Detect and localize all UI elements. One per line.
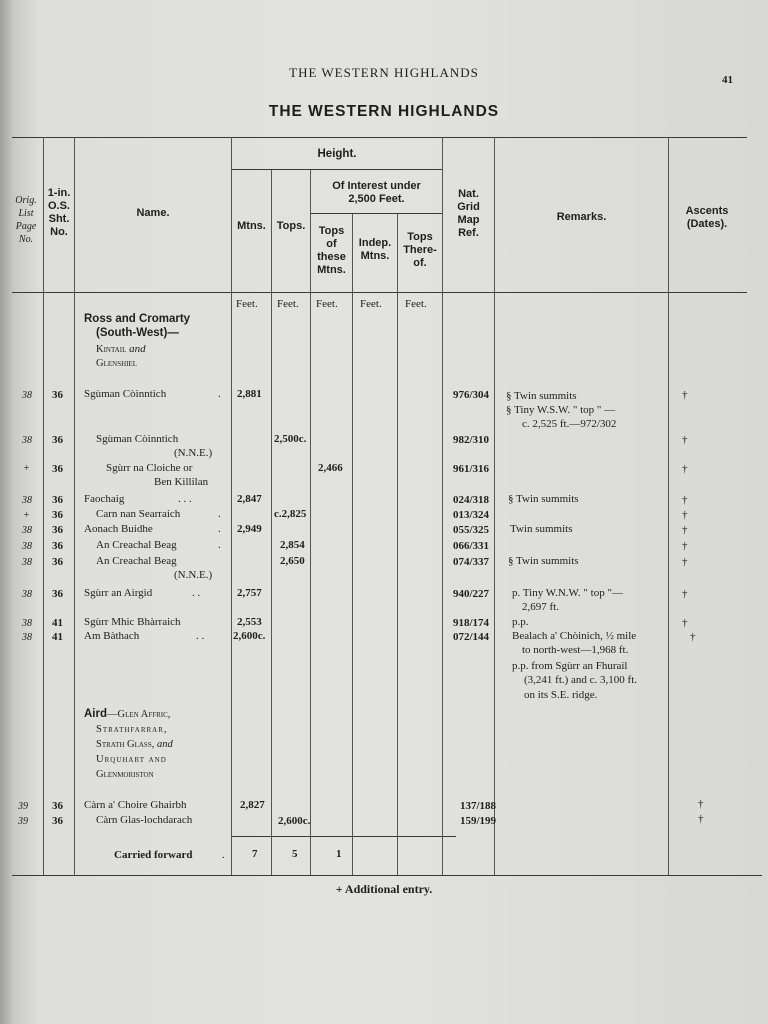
header-height: Height. <box>317 148 357 160</box>
page-number: 41 <box>722 74 733 86</box>
book-page: THE WESTERN HIGHLANDS 41 THE WESTERN HIGHLANDS Orig. List Page No. 1-in. O.S. Sht. No. Name. Height. Of Interest under 2,500 Feet. Mtns. Tops. Tops of these Mtns. Indep. Mtns. Tops There- of. Nat. Grid Map Ref. Remarks. Ascents (Dates). Feet. Feet. Feet. Feet. Feet. Ross and Cromarty (South-West)— Kintail and Glenshiel 38 36 Sgùman Còinntich . 2,881 976/304 § Twin summits § Tiny W.S.W. " top " — c. 2,525 ft.—972/302 † 38 36 Sgùman Còinntich (N.N.E.) 2,500c. 982/310 † + 36 Sgùrr na Cloiche or Ben Killilan 2,466 961/316 † 38 36 Faochaig . . . 2,847 024/318 § Twin summits † + 36 Carn nan Searraich . c.2,825 013/324 † 38 36 Aonach Buidhe . 2,949 055/325 Twin summits † 38 36 An Creachal Beag . 2,854 066/331 † 38 36 An Creachal Beag (N.N.E.) 2,650 074/337 § Twin summits † 38 36 Sgùrr an Airgid . . 2,757 940/227 p. Tiny W.N.W. " top "— 2,697 ft. † 38 41 Sgùrr Mhic Bhàrraich 2,553 918/174 p.p. † 38 41 Am Bàthach . . 2,600c. 072/144 Bealach a' Chòinich, ½ mile to north-west—1,968 ft. p.p. from Sgùrr an Fhurail (3,241 ft.) and c. 3,100 ft. on its S.E. ridge. † Aird—Glen Affric, Strathfarrar, Strath Glass, and Urquhart and Glenmoriston 39 36 Càrn a' Choire Ghairbh 2,827 137/188 † 39 36 Càrn Glas-lochdarach 2,600c. 159/199 † Carried forward . 7 5 1 + Additional entry. <box>0 0 768 1024</box>
col-rule <box>442 137 443 875</box>
header-name: Name. <box>136 207 170 219</box>
header-grid-ref: Nat. Grid Map Ref. <box>457 188 480 239</box>
header-os-sheet: 1-in. O.S. Sht. No. <box>47 187 71 238</box>
group-subtitle: Glenmoriston <box>96 769 154 780</box>
header-bottom-rule <box>12 292 747 293</box>
total-rule <box>232 836 456 837</box>
interest-rule <box>310 213 442 214</box>
header-remarks: Remarks. <box>556 211 607 223</box>
table-top-rule <box>12 137 747 138</box>
group-subtitle-2: Glenshiel <box>96 358 138 369</box>
group-title: Aird—Glen Affric, <box>84 708 171 720</box>
footnote: + Additional entry. <box>335 882 433 896</box>
header-tops-thereof: Tops There- of. <box>403 231 437 269</box>
header-ascents: Ascents (Dates). <box>685 205 729 230</box>
group-subtitle: Urquhart and <box>96 754 167 765</box>
group-title-cont: (South-West)— <box>96 327 179 339</box>
col-rule <box>494 137 495 875</box>
unit-label: Feet. <box>316 298 338 310</box>
header-of-interest: Of Interest under 2,500 Feet. <box>332 180 421 205</box>
group-subtitle: Strath Glass, and <box>96 739 173 750</box>
col-rule <box>43 137 44 875</box>
running-head: THE WESTERN HIGHLANDS <box>289 65 479 80</box>
header-tops-of-these: Tops of these Mtns. <box>317 225 346 276</box>
col-rule <box>668 137 669 875</box>
unit-label: Feet. <box>236 298 258 310</box>
group-title: Ross and Cromarty <box>84 313 191 325</box>
unit-label: Feet. <box>277 298 299 310</box>
col-rule <box>74 137 75 875</box>
group-subtitle: Strathfarrar, <box>96 724 168 735</box>
col-rule <box>271 170 272 875</box>
col-rule <box>231 137 232 875</box>
col-rule <box>352 214 353 875</box>
height-rule <box>232 169 442 170</box>
col-rule <box>397 214 398 875</box>
header-indep-mtns: Indep. Mtns. <box>358 237 392 262</box>
page-title: THE WESTERN HIGHLANDS <box>268 103 500 120</box>
table-bottom-rule <box>12 875 762 876</box>
unit-label: Feet. <box>405 298 427 310</box>
group-subtitle: Kintail and <box>96 343 146 355</box>
header-tops: Tops. <box>276 220 306 232</box>
unit-label: Feet. <box>360 298 382 310</box>
header-mtns: Mtns. <box>237 220 266 232</box>
header-orig: Orig. List Page No. <box>15 195 37 245</box>
